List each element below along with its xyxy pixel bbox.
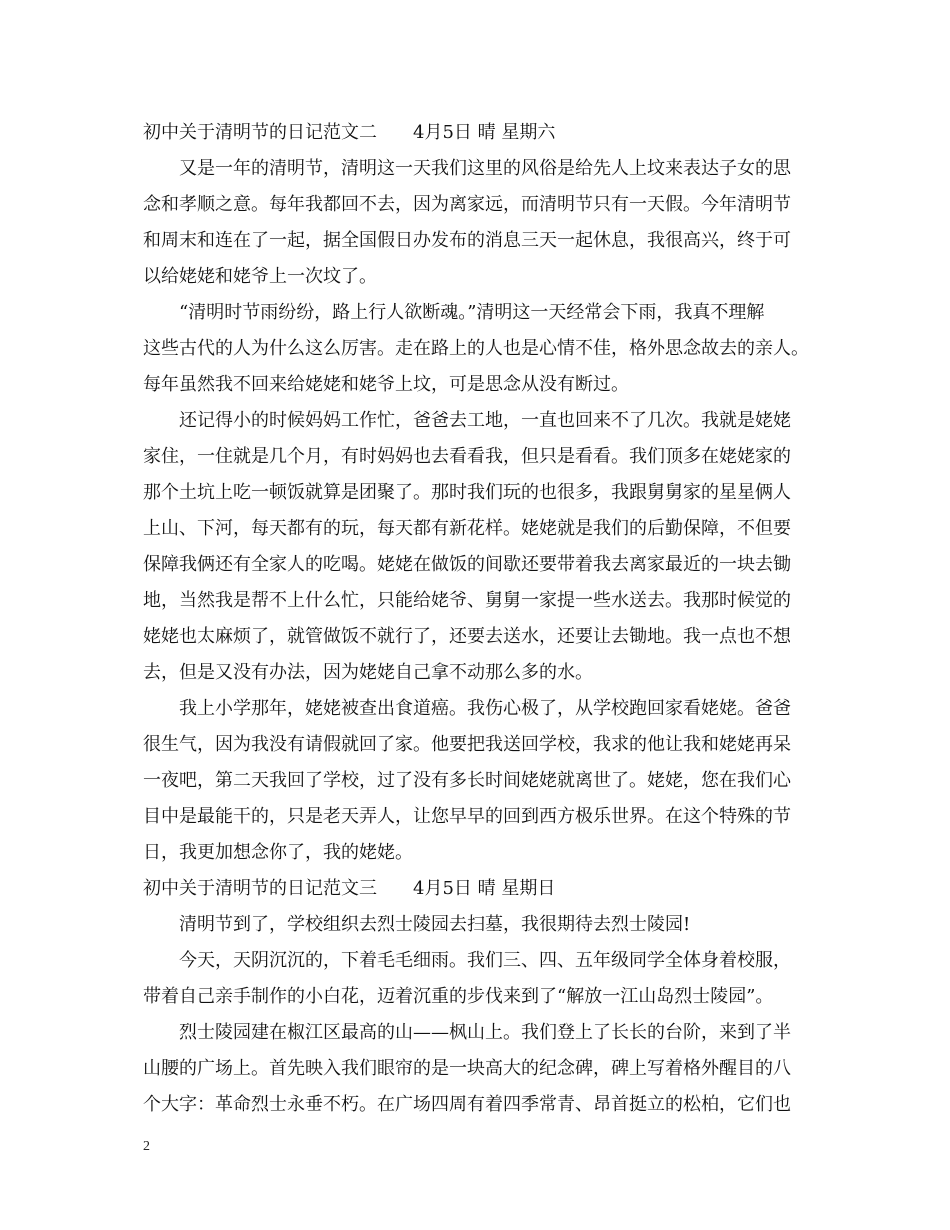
text-line: 以给姥姥和姥爷上一次坟了。 [143, 266, 377, 287]
text-line: “清明时节雨纷纷，路上行人欲断魂。”清明这一天经常会下雨，我真不理解 [179, 302, 765, 323]
text-line: 烈士陵园建在椒江区最高的山——枫山上。我们登上了长长的台阶，来到了半 [179, 1022, 791, 1043]
text-line: 那个土坑上吃一顿饭就算是团聚了。那时我们玩的也很多，我跟舅舅家的星星俩人 [143, 482, 791, 503]
diary-heading-3: 初中关于清明节的日记范文三 4月5日 晴 星期日 [143, 878, 556, 899]
text-line: 日，我更加想念你了，我的姥姥。 [143, 842, 413, 863]
text-line: 个大字：革命烈士永垂不朽。在广场四周有着四季常青、昂首挺立的松柏，它们也 [143, 1094, 791, 1115]
text-line: 保障我俩还有全家人的吃喝。姥姥在做饭的间歇还要带着我去离家最近的一块去锄 [143, 554, 791, 575]
text-line: 今天，天阴沉沉的，下着毛毛细雨。我们三、四、五年级同学全体身着校服， [179, 950, 791, 971]
text-line: 姥姥也太麻烦了，就管做饭不就行了，还要去送水，还要让去锄地。我一点也不想 [143, 626, 791, 647]
text-line: 很生气，因为我没有请假就回了家。他要把我送回学校，我求的他让我和姥姥再呆 [143, 734, 791, 755]
text-line: 我上小学那年，姥姥被查出食道癌。我伤心极了，从学校跑回家看姥姥。爸爸 [179, 698, 791, 719]
text-line: 目中是最能干的，只是老天弄人，让您早早的回到西方极乐世界。在这个特殊的节 [143, 806, 791, 827]
text-line: 一夜吧，第二天我回了学校，过了没有多长时间姥姥就离世了。姥姥，您在我们心 [143, 770, 791, 791]
text-line: 和周末和连在了一起，据全国假日办发布的消息三天一起休息，我很高兴，终于可 [143, 230, 791, 251]
text-line: 念和孝顺之意。每年我都回不去，因为离家远，而清明节只有一天假。今年清明节 [143, 194, 791, 215]
text-line: 又是一年的清明节，清明这一天我们这里的风俗是给先人上坟来表达子女的思 [179, 158, 791, 179]
text-line: 清明节到了，学校组织去烈士陵园去扫墓，我很期待去烈士陵园! [179, 914, 691, 935]
text-line: 这些古代的人为什么这么厉害。走在路上的人也是心情不佳，格外思念故去的亲人。 [143, 338, 809, 359]
text-line: 带着自己亲手制作的小白花，迈着沉重的步伐来到了“解放一江山岛烈士陵园”。 [143, 986, 774, 1007]
text-line: 地，当然我是帮不上什么忙，只能给姥爷、舅舅一家提一些水送去。我那时候觉的 [143, 590, 791, 611]
text-line: 去，但是又没有办法，因为姥姥自己拿不动那么多的水。 [143, 662, 593, 683]
diary-heading-2: 初中关于清明节的日记范文二 4月5日 晴 星期六 [143, 122, 556, 143]
document-body [143, 115, 823, 1123]
text-line: 家住，一住就是几个月，有时妈妈也去看看我，但只是看看。我们顶多在姥姥家的 [143, 446, 791, 467]
text-line: 山腰的广场上。首先映入我们眼帘的是一块高大的纪念碑，碑上写着格外醒目的八 [143, 1058, 791, 1079]
text-line: 还记得小的时候妈妈工作忙，爸爸去工地，一直也回来不了几次。我就是姥姥 [179, 410, 791, 431]
page-number: 2 [143, 1139, 150, 1154]
text-line: 每年虽然我不回来给姥姥和姥爷上坟，可是思念从没有断过。 [143, 374, 629, 395]
text-line: 上山、下河，每天都有的玩，每天都有新花样。姥姥就是我们的后勤保障，不但要 [143, 518, 791, 539]
